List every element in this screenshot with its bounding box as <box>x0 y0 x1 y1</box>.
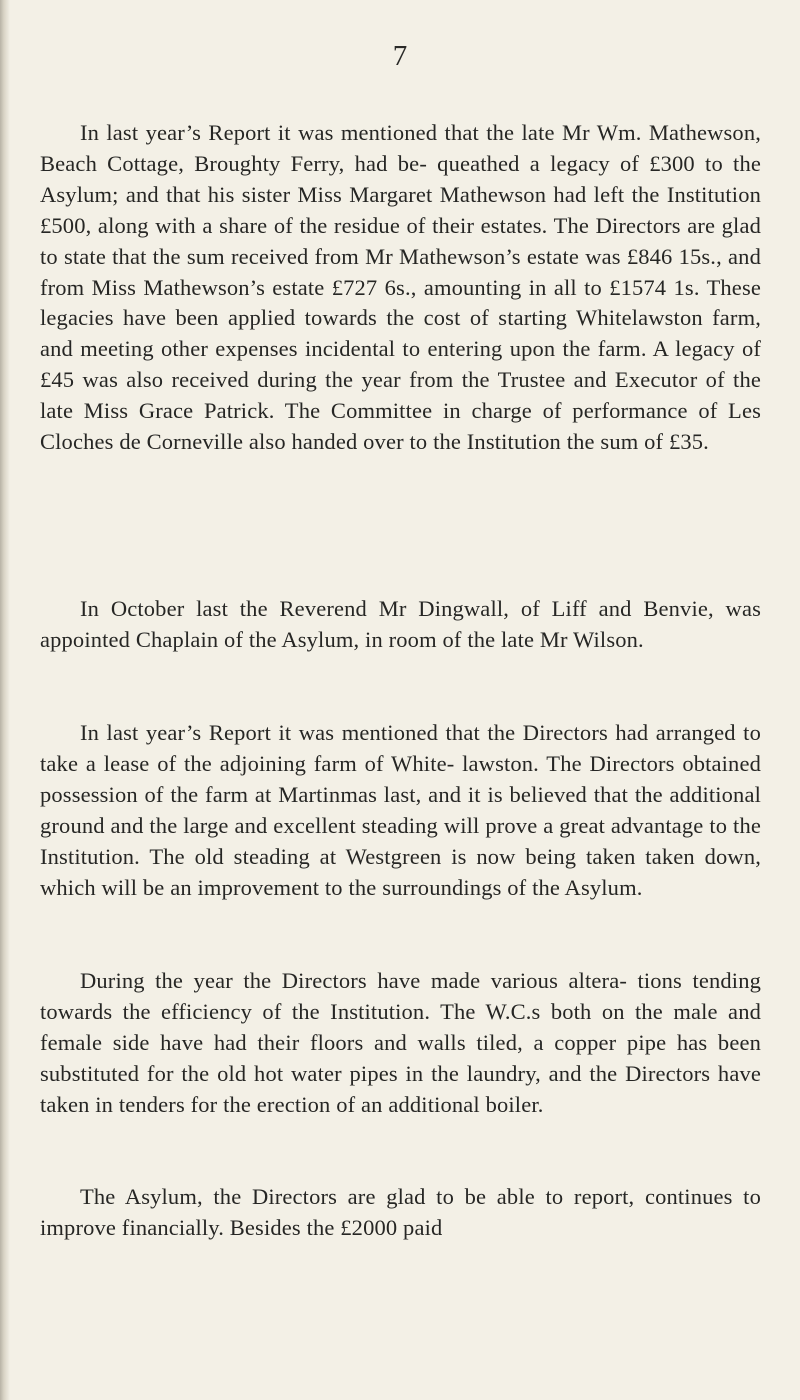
page-number: 7 <box>392 40 408 72</box>
paragraph-chaplain: In October last the Reverend Mr Dingwall, of Liff and Benvie, was appointed Chaplain of the Asylum, in room of the late Mr Wilson. <box>40 596 761 652</box>
page-edge-shadow <box>0 0 10 1400</box>
paragraph-alterations: During the year the Directors have made various altera- tions tending towards the efficiency of the Institution. The W.C.s both on the male and female side have had their floors and walls tiled, a copper pipe has been substituted for the old hot water pipes in the laundry, and the Directors have taken in tenders for the erection of an additional boiler. <box>40 968 761 1117</box>
paragraph-whitelawston-farm: In last year’s Report it was mentioned that the Directors had arranged to take a lease of the adjoining farm of White- lawston. The Directors obtained possession of the farm at Martinmas last, and it is believed that the additional ground and the large and excellent steading will prove a great advantage to the Institution. The old steading at Westgreen is now being taken taken down, which will be an improvement to the surroundings of the Asylum. <box>40 720 761 900</box>
paragraph-legacies: In last year’s Report it was mentioned that the late Mr Wm. Mathewson, Beach Cottage, Broughty Ferry, had be- queathed a legacy of £300 to the Asylum; and that his sister Miss Margaret Mathewson had left the Institution £500, along with a share of the residue of their estates. The Directors are glad to state that the sum received from Mr Mathewson’s estate was £846 15s., and from Miss Mathewson’s estate £727 6s., amounting in all to £1574 1s. These legacies have been applied towards the cost of starting Whitelawston farm, and meeting other expenses incidental to entering upon the farm. A legacy of £45 was also received during the year from the Trustee and Executor of the late Miss Grace Patrick. The Committee in charge of performance of Les Cloches de Corneville also handed over to the Institution the sum of £35. <box>40 120 761 455</box>
paragraph-finances: The Asylum, the Directors are glad to be able to report, continues to improve financially. Besides the £2000 paid <box>40 1184 761 1240</box>
